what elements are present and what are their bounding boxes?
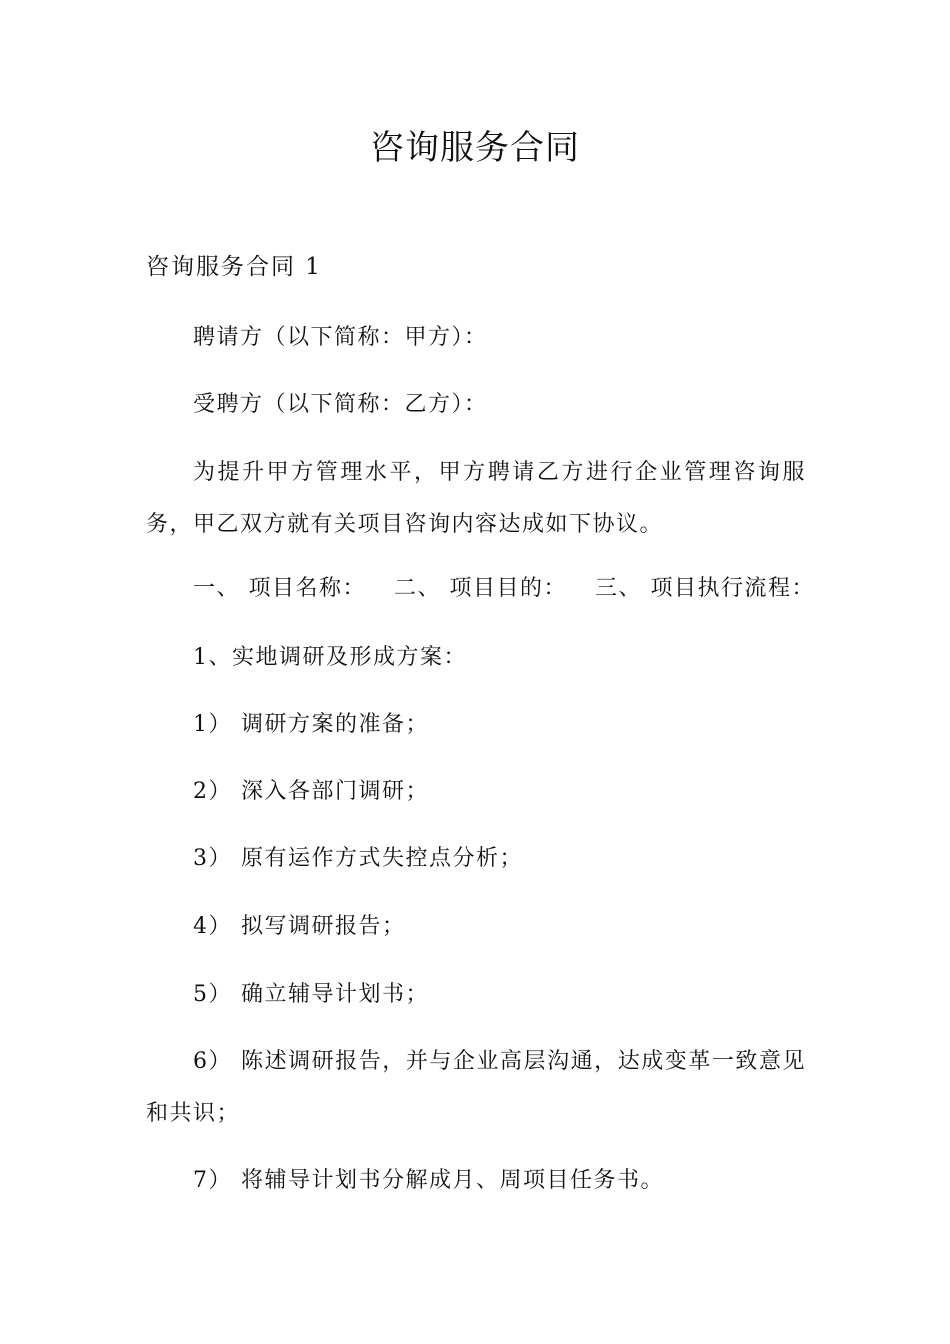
step-number: 5） (193, 982, 232, 1007)
step-text: 将辅导计划书分解成月、周项目任务书。 (241, 1168, 665, 1193)
step-item (193, 911, 406, 943)
section-heading: 咨询服务合同 1 (146, 254, 322, 280)
step-text: 调研方案的准备； (241, 712, 430, 737)
document-title: 咨询服务合同 (370, 128, 580, 168)
clause-list (193, 573, 815, 605)
step-text: 确立辅导计划书； (241, 982, 430, 1007)
step-item (193, 1165, 664, 1197)
step-text: 原有运作方式失控点分析； (241, 846, 524, 871)
step-number: 2） (193, 779, 232, 804)
step-item (193, 843, 523, 875)
step-text: 拟写调研报告； (241, 914, 406, 939)
employee-line: 受聘方（以下简称：乙方）： (193, 392, 488, 417)
step-item (193, 709, 429, 741)
step-heading: 1、实地调研及形成方案： (193, 645, 467, 670)
step-number: 4） (193, 914, 232, 939)
step-item (193, 776, 429, 808)
step-item (193, 979, 429, 1011)
step-number: 6） (193, 1049, 232, 1074)
employer-line: 聘请方（以下简称：甲方）： (193, 325, 488, 350)
clause-item: 三、 项目执行流程： (595, 576, 815, 601)
step-text: 陈述调研报告，并与企业高层沟通，达成变革一致意见和共识； (146, 1049, 806, 1126)
step-item-wrapped (146, 1036, 806, 1140)
step-number: 7） (193, 1168, 232, 1193)
step-number: 1） (193, 712, 232, 737)
clause-item: 一、 项目名称： (193, 576, 366, 601)
clause-item: 二、 项目目的： (394, 576, 567, 601)
intro-paragraph: 为提升甲方管理水平，甲方聘请乙方进行企业管理咨询服务，甲乙双方就有关项目咨询内容达成如下协议。 (146, 460, 806, 537)
step-number: 3） (193, 846, 232, 871)
step-text: 深入各部门调研； (241, 779, 430, 804)
